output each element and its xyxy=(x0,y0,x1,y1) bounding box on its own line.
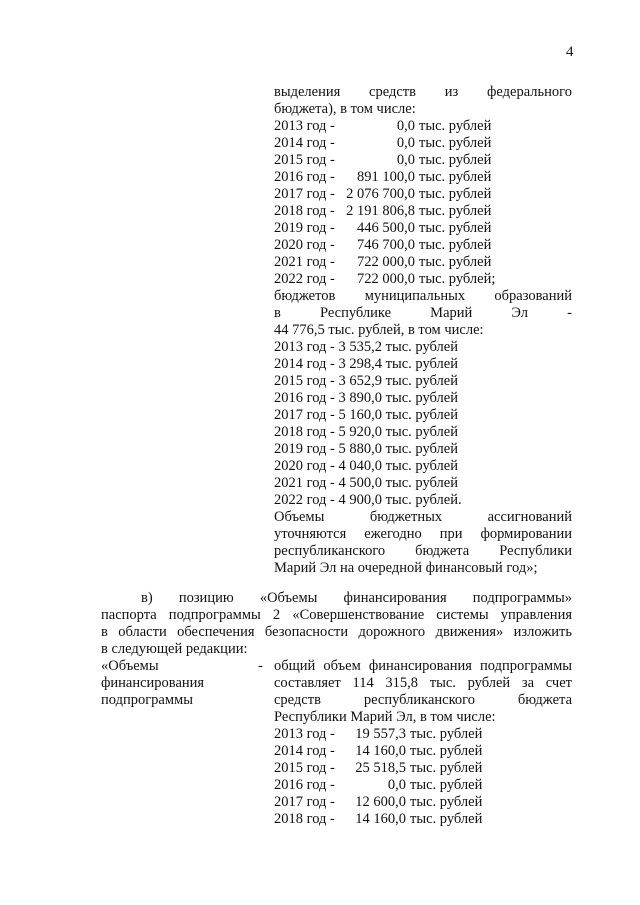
text-line: финансирования xyxy=(101,675,205,691)
text-line: «Объемы xyxy=(101,658,159,674)
table-label-cell xyxy=(101,658,251,709)
amount-value: 0,0 xyxy=(387,777,406,793)
amount-value: 14 160,0 xyxy=(355,743,406,759)
text-line: средств республиканского бюджета xyxy=(274,692,572,708)
list-item xyxy=(274,760,572,777)
unit-label: тыс. рублей xyxy=(419,135,492,151)
amount-value: 722 000,0 xyxy=(357,271,415,287)
year-label: 2018 год - xyxy=(274,203,335,219)
list-item: 2014 год - 3 298,4 тыс. рублей xyxy=(274,356,458,372)
unit-label: тыс. рублей xyxy=(419,186,492,202)
list-item: 2022 год - 4 900,0 тыс. рублей. xyxy=(274,492,462,508)
text-line: бюджетов муниципальных образований xyxy=(274,288,572,304)
unit-label: тыс. рублей xyxy=(419,118,492,134)
year-label: 2013 год - xyxy=(274,726,335,742)
amount-value: 2 076 700,0 xyxy=(346,186,415,202)
year-label: 2022 год - xyxy=(274,271,335,287)
text-line: Объемы бюджетных ассигнований xyxy=(274,509,572,525)
list-item xyxy=(274,135,572,152)
year-label: 2013 год - xyxy=(274,118,335,134)
list-item xyxy=(274,811,572,828)
list-item xyxy=(274,794,572,811)
year-label: 2018 год - xyxy=(274,811,335,827)
list-item: 2013 год - 3 535,2 тыс. рублей xyxy=(274,339,458,355)
amount-value: 0,0 xyxy=(396,135,415,151)
year-label: 2020 год - xyxy=(274,237,335,253)
unit-label: тыс. рублей xyxy=(410,760,483,776)
text-line: подпрограммы xyxy=(101,692,193,708)
list-item xyxy=(274,152,572,169)
table-value-cell xyxy=(274,658,572,828)
list-item: 2016 год - 3 890,0 тыс. рублей xyxy=(274,390,458,406)
list-item: 2017 год - 5 160,0 тыс. рублей xyxy=(274,407,458,423)
municipal-years-list xyxy=(274,339,572,509)
unit-label: тыс. рублей xyxy=(419,237,492,253)
amount-value: 446 500,0 xyxy=(357,220,415,236)
text-line: уточняются ежегодно при формировании xyxy=(274,526,572,542)
list-item xyxy=(274,186,572,203)
year-label: 2016 год - xyxy=(274,169,335,185)
unit-label: тыс. рублей xyxy=(410,811,483,827)
amount-value: 19 557,3 xyxy=(355,726,406,742)
text-line: Марий Эл на очередной финансовый год»; xyxy=(274,560,538,576)
list-item xyxy=(274,254,572,271)
unit-label: тыс. рублей xyxy=(410,777,483,793)
amount-value: 746 700,0 xyxy=(357,237,415,253)
year-label: 2015 год - xyxy=(274,152,335,168)
text-line: составляет 114 315,8 тыс. рублей за счет xyxy=(274,675,572,691)
list-item xyxy=(274,726,572,743)
text-line: паспорта подпрограммы 2 «Совершенствование системы управления xyxy=(101,607,572,623)
text-line: в Республике Марий Эл - xyxy=(274,305,572,321)
amount-value: 2 191 806,8 xyxy=(346,203,415,219)
amount-value: 0,0 xyxy=(396,152,415,168)
list-item: 2019 год - 5 880,0 тыс. рублей xyxy=(274,441,458,457)
year-label: 2017 год - xyxy=(274,794,335,810)
list-item xyxy=(274,743,572,760)
unit-label: тыс. рублей xyxy=(419,203,492,219)
list-item xyxy=(274,777,572,794)
amount-value: 0,0 xyxy=(396,118,415,134)
text-line: 44 776,5 тыс. рублей, в том числе: xyxy=(274,322,484,338)
text-line: общий объем финансирования подпрограммы xyxy=(274,658,572,674)
list-item xyxy=(274,203,572,220)
list-item xyxy=(274,220,572,237)
unit-label: тыс. рублей xyxy=(419,254,492,270)
list-item: 2020 год - 4 040,0 тыс. рублей xyxy=(274,458,458,474)
text-line: Республики Марий Эл, в том числе: xyxy=(274,709,496,725)
amount-value: 25 518,5 xyxy=(355,760,406,776)
list-item xyxy=(274,169,572,186)
year-label: 2019 год - xyxy=(274,220,335,236)
year-label: 2015 год - xyxy=(274,760,335,776)
list-item: 2021 год - 4 500,0 тыс. рублей xyxy=(274,475,458,491)
amount-value: 14 160,0 xyxy=(355,811,406,827)
federal-years-list xyxy=(274,118,572,288)
unit-label: тыс. рублей xyxy=(410,726,483,742)
list-item: 2015 год - 3 652,9 тыс. рублей xyxy=(274,373,458,389)
text-line: выделения средств из федерального xyxy=(274,84,572,100)
amount-value: 722 000,0 xyxy=(357,254,415,270)
year-label: 2014 год - xyxy=(274,135,335,151)
unit-label: тыс. рублей xyxy=(419,169,492,185)
text-line: республиканского бюджета Республики xyxy=(274,543,572,559)
text-line: в области обеспечения безопасности дорожного движения» изложить xyxy=(101,624,572,640)
page-number: 4 xyxy=(566,44,574,60)
unit-label: тыс. рублей xyxy=(419,220,492,236)
year-label: 2016 год - xyxy=(274,777,335,793)
unit-label: тыс. рублей; xyxy=(419,271,496,287)
amount-value: 12 600,0 xyxy=(355,794,406,810)
financing-column xyxy=(274,84,572,577)
list-item: 2018 год - 5 920,0 тыс. рублей xyxy=(274,424,458,440)
year-label: 2014 год - xyxy=(274,743,335,759)
unit-label: тыс. рублей xyxy=(410,794,483,810)
year-label: 2021 год - xyxy=(274,254,335,270)
year-label: 2017 год - xyxy=(274,186,335,202)
text-line: в следующей редакции: xyxy=(101,641,248,657)
list-item xyxy=(274,118,572,135)
list-item xyxy=(274,237,572,254)
amount-value: 891 100,0 xyxy=(357,169,415,185)
text-line: бюджета), в том числе: xyxy=(274,101,416,117)
text-line: в) позицию «Объемы финансирования подпрограммы» xyxy=(141,590,572,606)
unit-label: тыс. рублей xyxy=(419,152,492,168)
dash-separator: - xyxy=(258,658,263,674)
unit-label: тыс. рублей xyxy=(410,743,483,759)
list-item xyxy=(274,271,572,288)
paragraph-v xyxy=(101,590,572,658)
